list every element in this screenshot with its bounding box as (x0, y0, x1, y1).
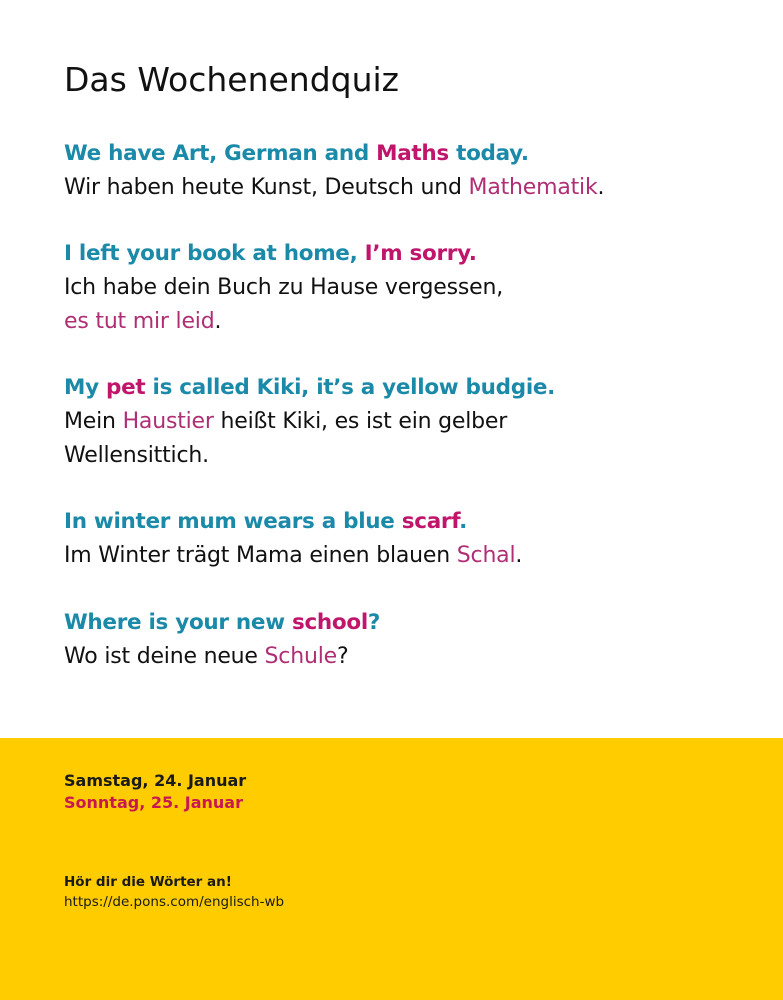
listen-label: Hör dir die Wörter an! (64, 874, 232, 890)
english-keyword: Maths (376, 141, 449, 166)
date-sunday: Sonntag, 25. Januar (64, 793, 243, 812)
audio-link[interactable]: https://de.pons.com/englisch-wb (64, 894, 285, 910)
english-sentence (64, 371, 555, 405)
english-text: Where is your new (64, 610, 292, 635)
german-sentence (64, 171, 604, 205)
german-text: Mein (64, 409, 123, 434)
english-text: We have Art, German and (64, 141, 377, 166)
footer-band (0, 738, 783, 1000)
german-text: Im Winter trägt Mama einen blauen (64, 543, 457, 568)
english-sentence (64, 505, 522, 539)
german-keyword: Haustier (122, 409, 214, 434)
german-keyword: Schal (456, 543, 516, 568)
german-keyword: es tut mir leid (64, 309, 215, 334)
page-title: Das Wochenendquiz (64, 60, 399, 99)
german-text: heißt Kiki, es ist ein gelber (213, 409, 508, 434)
german-text: . (597, 175, 605, 200)
german-sentence-line-2 (64, 305, 503, 339)
english-sentence (64, 606, 380, 640)
english-text: is called Kiki, it’s a yellow budgie. (145, 375, 556, 400)
german-sentence-line-1: Ich habe dein Buch zu Hause vergessen, (64, 275, 504, 300)
english-text: In winter mum wears a blue (64, 509, 402, 534)
german-sentence-line-1 (64, 405, 555, 439)
german-text: Wir haben heute Kunst, Deutsch und (64, 175, 469, 200)
english-keyword: scarf (401, 509, 460, 534)
german-text: . (214, 309, 222, 334)
quiz-item-2 (64, 237, 503, 339)
german-sentence (64, 640, 380, 674)
english-sentence (64, 137, 604, 171)
quiz-item-3 (64, 371, 555, 473)
german-text: ? (336, 644, 349, 669)
english-text: today. (448, 141, 529, 166)
english-text: . (459, 509, 467, 534)
quiz-item-4 (64, 505, 522, 573)
english-text: My (64, 375, 106, 400)
quiz-item-5 (64, 606, 380, 674)
german-text: Wo ist deine neue (64, 644, 265, 669)
quiz-item-1 (64, 137, 604, 205)
english-text: ? (367, 610, 381, 635)
german-keyword: Schule (264, 644, 337, 669)
english-text: I left your book at home, (64, 241, 365, 266)
english-keyword: I’m sorry. (364, 241, 477, 266)
german-sentence (64, 539, 522, 573)
english-keyword: pet (106, 375, 146, 400)
german-sentence-line-2: Wellensittich. (64, 443, 209, 468)
german-text: . (515, 543, 523, 568)
date-saturday: Samstag, 24. Januar (64, 771, 247, 790)
german-keyword: Mathematik (468, 175, 598, 200)
english-keyword: school (291, 610, 368, 635)
english-sentence (64, 237, 503, 271)
